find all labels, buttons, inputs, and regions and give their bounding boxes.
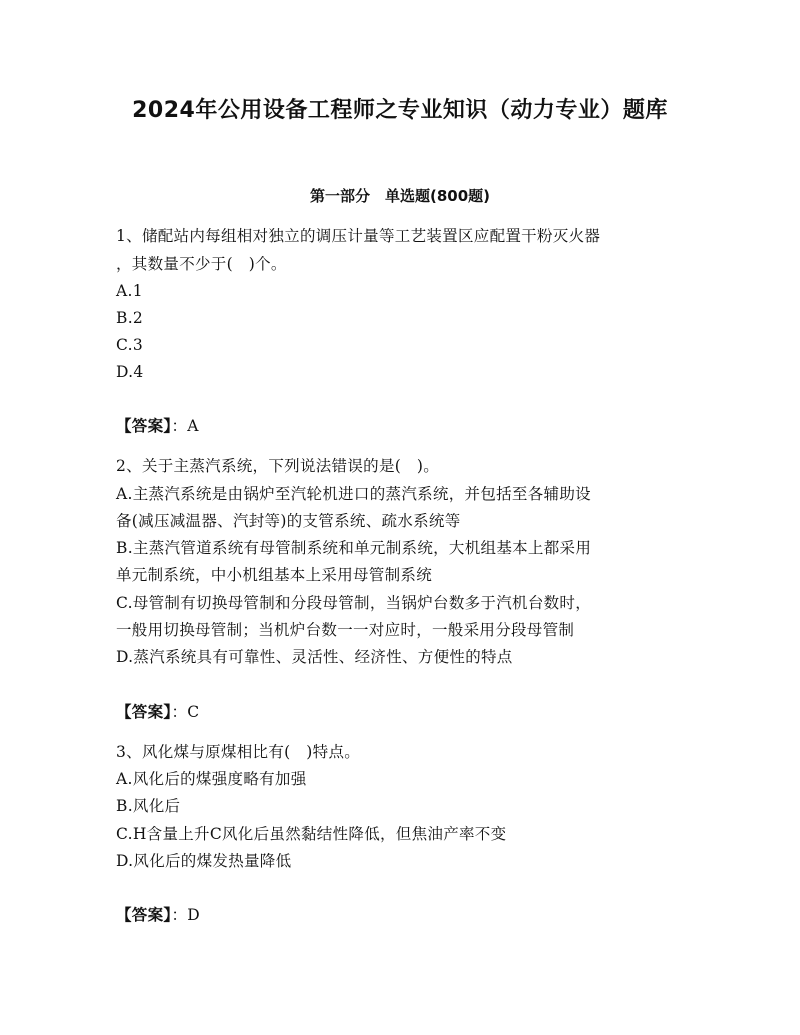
q1-option-d: D.4	[116, 363, 144, 381]
q2-option-c-line-1: C.母管制有切换母管制和分段母管制，当锅炉台数多于汽机台数时，	[116, 594, 592, 612]
q1-stem-line-2: ，其数量不少于( )个。	[116, 255, 287, 273]
q2-answer	[116, 702, 686, 722]
q1-stem-line-1: 1、储配站内每组相对独立的调压计量等工艺装置区应配置干粉灭火器	[116, 227, 601, 245]
page-title: 2024年公用设备工程师之专业知识（动力专业）题库	[132, 98, 668, 123]
section-heading: 第一部分 单选题(800题)	[309, 187, 491, 205]
q1-option-c: C.3	[116, 336, 143, 354]
q2-stem-line-1: 2、关于主蒸汽系统，下列说法错误的是( )。	[116, 457, 440, 475]
answer-value: ：A	[171, 417, 199, 435]
answer-tag: 【答案】	[116, 702, 172, 721]
q3-option-c: C.H含量上升C风化后虽然黏结性降低，但焦油产率不变	[116, 825, 507, 843]
q2-option-b-line-2: 单元制系统，中小机组基本上采用母管制系统	[116, 566, 433, 584]
q3-option-d: D.风化后的煤发热量降低	[116, 852, 292, 870]
answer-tag: 【答案】	[116, 416, 172, 435]
q2-option-b-line-1: B.主蒸汽管道系统有母管制系统和单元制系统，大机组基本上都采用	[116, 539, 592, 557]
q3-option-a: A.风化后的煤强度略有加强	[116, 770, 307, 788]
q2-option-d: D.蒸汽系统具有可靠性、灵活性、经济性、方便性的特点	[116, 648, 513, 666]
answer-tag: 【答案】	[116, 905, 172, 924]
q3-answer	[116, 905, 686, 925]
answer-value: ：D	[171, 906, 200, 924]
q1-answer	[116, 416, 686, 436]
q2-option-a-line-1: A.主蒸汽系统是由锅炉至汽轮机进口的蒸汽系统，并包括至各辅助设	[116, 485, 591, 503]
q3-stem-line-1: 3、风化煤与原煤相比有( )特点。	[116, 743, 361, 761]
q1-option-a: A.1	[116, 282, 143, 300]
answer-value: ：C	[171, 703, 200, 721]
q3-option-b: B.风化后	[116, 797, 181, 815]
q2-option-a-line-2: 备(减压减温器、汽封等)的支管系统、疏水系统等	[116, 512, 461, 530]
q1-option-b: B.2	[116, 309, 144, 327]
q2-option-c-line-2: 一般用切换母管制；当机炉台数一一对应时，一般采用分段母管制	[116, 621, 575, 639]
